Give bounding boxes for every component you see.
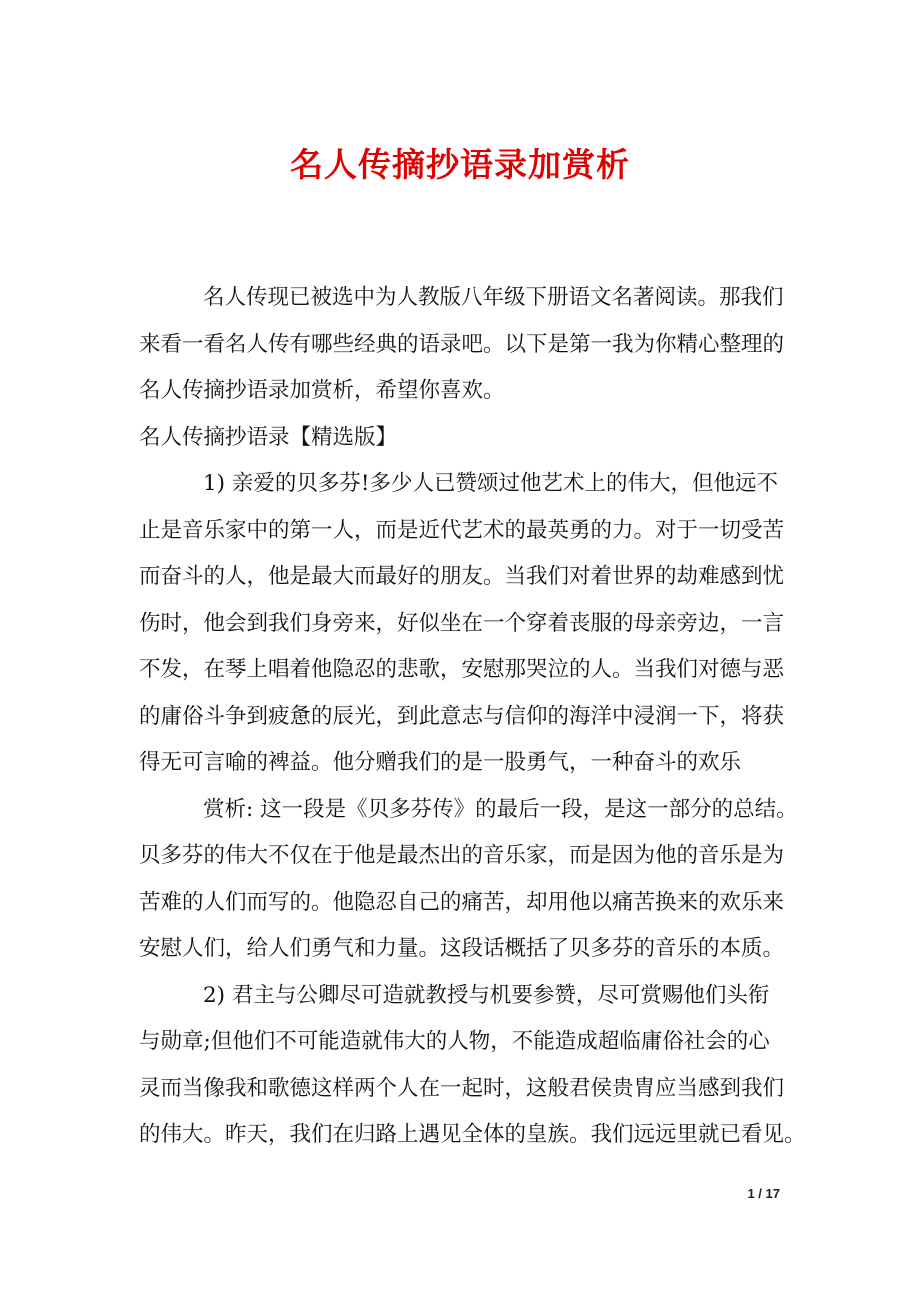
text-line: 2) 君主与公卿尽可造就教授与机要参赞，尽可赏赐他们头衔	[203, 982, 770, 1008]
quote-1-paragraph	[139, 461, 787, 787]
intro-paragraph	[139, 275, 787, 322]
section-heading-text: 名人传摘抄语录【精选版】	[139, 424, 398, 450]
text-line: 名人传现已被选中为人教版八年级下册语文名著阅读。那我们	[203, 285, 784, 310]
section-heading	[139, 415, 787, 462]
text-line: 的庸俗斗争到疲惫的辰光，到此意志与信仰的海洋中浸润一下，将获	[139, 703, 785, 729]
text-line: 得无可言喻的裨益。他分赠我们的是一股勇气，一种奋斗的欢乐	[139, 750, 742, 775]
text-line: 的伟大。昨天，我们在归路上遇见全体的皇族。我们远远里就已看见。	[139, 1122, 806, 1147]
text-line: 安慰人们，给人们勇气和力量。这段话概括了贝多芬的音乐的本质。	[139, 936, 785, 961]
text-line: 而奋斗的人，他是最大而最好的朋友。当我们对着世界的劫难感到忧	[139, 564, 785, 589]
text-line: 止是音乐家中的第一人，而是近代艺术的最英勇的力。对于一切受苦	[139, 517, 785, 543]
document-title: 名人传摘抄语录加赏析	[290, 145, 630, 184]
text-line: 伤时，他会到我们身旁来，好似坐在一个穿着丧服的母亲旁边，一言	[139, 610, 785, 636]
text-line: 贝多芬的伟大不仅在于他是最杰出的音乐家，而是因为他的音乐是为	[139, 843, 785, 868]
text-line: 名人传摘抄语录加赏析，希望你喜欢。	[139, 378, 505, 403]
text-line: 苦难的人们而写的。他隐忍自己的痛苦，却用他以痛苦换来的欢乐来	[139, 889, 785, 915]
document-body	[139, 275, 806, 1159]
intro-paragraph-cont	[139, 322, 787, 415]
text-line: 1) 亲爱的贝多芬!多少人已赞颂过他艺术上的伟大，但他远不	[203, 471, 779, 496]
text-line: 来看一看名人传有哪些经典的语录吧。以下是第一我为你精心整理的	[139, 331, 785, 357]
text-line: 不发，在琴上唱着他隐忍的悲歌，安慰那哭泣的人。当我们对德与恶	[139, 657, 785, 682]
text-line: 与勋章;但他们不可能造就伟大的人物，不能造成超临庸俗社会的心	[139, 1029, 770, 1054]
quote-2-paragraph	[139, 973, 806, 1159]
text-line: 灵而当像我和歌德这样两个人在一起时，这般君侯贵胄应当感到我们	[139, 1075, 785, 1101]
text-line: 赏析: 这一段是《贝多芬传》的最后一段，是这一部分的总结。	[203, 796, 798, 822]
analysis-1-paragraph	[139, 787, 798, 973]
page-number: 1 / 17	[747, 1186, 780, 1201]
